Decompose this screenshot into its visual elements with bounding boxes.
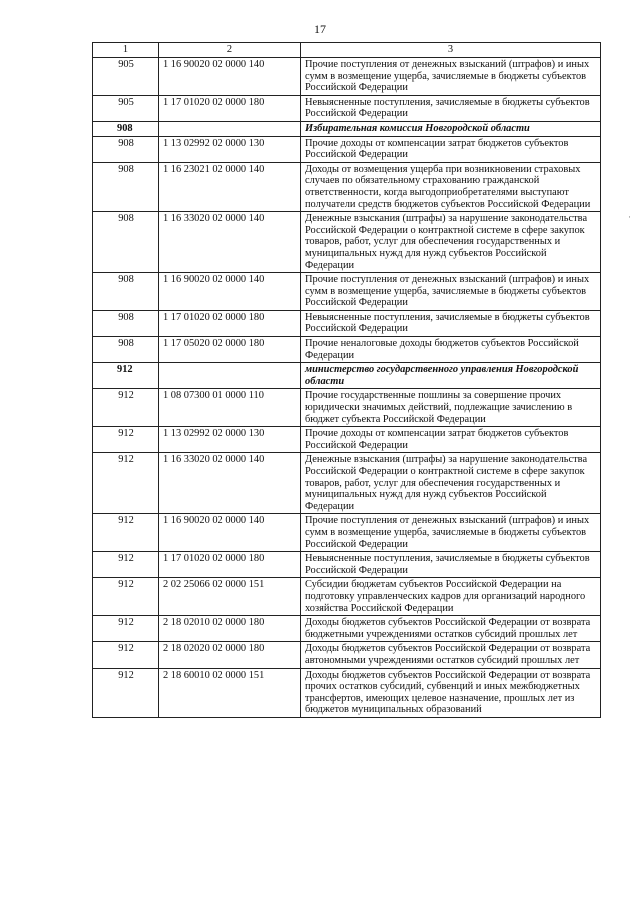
table-row <box>93 389 601 427</box>
budget-classification-code-cell: 1 16 23021 02 0000 140 <box>159 162 301 211</box>
budget-classification-code-cell: 2 18 02020 02 0000 180 <box>159 642 301 668</box>
table-row <box>93 337 601 363</box>
table-row <box>93 616 601 642</box>
admin-code-cell: 912 <box>93 552 159 578</box>
table-header-row <box>93 43 601 58</box>
table-row <box>93 427 601 453</box>
margin-mark: · <box>628 212 631 222</box>
budget-classification-code-cell: 1 13 02992 02 0000 130 <box>159 427 301 453</box>
page-number: 17 <box>314 22 326 36</box>
admin-code-cell: 912 <box>93 427 159 453</box>
budget-classification-code-cell: 1 17 01020 02 0000 180 <box>159 310 301 336</box>
table-row <box>93 212 601 273</box>
admin-code-cell: 908 <box>93 136 159 162</box>
budget-classification-code-cell: 1 13 02992 02 0000 130 <box>159 136 301 162</box>
admin-code-cell: 908 <box>93 212 159 273</box>
revenue-description-cell: Прочие поступления от денежных взысканий (штрафов) и иных сумм в возмещение ущерба, зачисляемые в бюджеты субъектов Российской Федерации <box>301 514 601 552</box>
revenue-description-cell: Денежные взыскания (штрафы) за нарушение законодательства Российской Федерации о контрактной системе в сфере закупок товаров, работ, услуг для обеспечения государственных и муниципальных нужд для нужд субъектов Российской Федерации <box>301 453 601 514</box>
revenue-description-cell: Доходы от возмещения ущерба при возникновении страховых случаев по обязательному страхованию гражданской ответственности, когда выгодоприобретателями выступают получатели средств бюджетов субъектов Российской Федерации <box>301 162 601 211</box>
budget-classification-code-cell: 1 16 33020 02 0000 140 <box>159 212 301 273</box>
admin-code-cell: 912 <box>93 616 159 642</box>
budget-classification-code-cell: 1 16 90020 02 0000 140 <box>159 58 301 96</box>
table-row <box>93 668 601 717</box>
table-row <box>93 162 601 211</box>
column-header-description: 3 <box>301 43 601 58</box>
admin-code-cell: 912 <box>93 389 159 427</box>
budget-classification-code-cell: 2 18 02010 02 0000 180 <box>159 616 301 642</box>
budget-classification-code-cell: 1 17 05020 02 0000 180 <box>159 337 301 363</box>
revenue-description-cell: Прочие государственные пошлины за совершение прочих юридически значимых действий, подлежащие зачислению в бюджет субъекта Российской Федерации <box>301 389 601 427</box>
revenue-description-cell: Прочие доходы от компенсации затрат бюджетов субъектов Российской Федерации <box>301 427 601 453</box>
table-row <box>93 514 601 552</box>
budget-classification-code-cell: 1 16 33020 02 0000 140 <box>159 453 301 514</box>
admin-code-cell: 908 <box>93 310 159 336</box>
budget-classification-code-cell: 2 02 25066 02 0000 151 <box>159 578 301 616</box>
admin-code-cell: 908 <box>93 162 159 211</box>
budget-classification-code-cell: 2 18 60010 02 0000 151 <box>159 668 301 717</box>
admin-code-cell: 912 <box>93 514 159 552</box>
budget-classification-code-cell <box>159 121 301 136</box>
admin-code-cell: 908 <box>93 121 159 136</box>
revenue-description-cell: Доходы бюджетов субъектов Российской Федерации от возврата прочих остатков субсидий, субвенций и иных межбюджетных трансфертов, имеющих целевое назначение, прошлых лет из бюджетов муниципальных образований <box>301 668 601 717</box>
budget-classification-code-cell: 1 16 90020 02 0000 140 <box>159 514 301 552</box>
budget-classification-code-cell: 1 17 01020 02 0000 180 <box>159 95 301 121</box>
revenue-description-cell: Прочие поступления от денежных взысканий (штрафов) и иных сумм в возмещение ущерба, зачисляемые в бюджеты субъектов Российской Федерации <box>301 273 601 311</box>
admin-code-cell: 912 <box>93 578 159 616</box>
revenue-codes-table <box>92 42 601 718</box>
table-row <box>93 136 601 162</box>
admin-code-cell: 912 <box>93 453 159 514</box>
budget-classification-code-cell: 1 17 01020 02 0000 180 <box>159 552 301 578</box>
section-header-row <box>93 363 601 389</box>
admin-code-cell: 905 <box>93 58 159 96</box>
admin-code-cell: 912 <box>93 668 159 717</box>
administrator-name-cell: министерство государственного управления Новгородской области <box>301 363 601 389</box>
column-header-admin: 1 <box>93 43 159 58</box>
table-row <box>93 552 601 578</box>
budget-classification-code-cell <box>159 363 301 389</box>
admin-code-cell: 912 <box>93 363 159 389</box>
table-row <box>93 642 601 668</box>
revenue-description-cell: Прочие неналоговые доходы бюджетов субъектов Российской Федерации <box>301 337 601 363</box>
section-header-row <box>93 121 601 136</box>
revenue-description-cell: Невыясненные поступления, зачисляемые в бюджеты субъектов Российской Федерации <box>301 310 601 336</box>
revenue-description-cell: Прочие поступления от денежных взысканий (штрафов) и иных сумм в возмещение ущерба, зачисляемые в бюджеты субъектов Российской Федерации <box>301 58 601 96</box>
revenue-description-cell: Доходы бюджетов субъектов Российской Федерации от возврата автономными учреждениями остатков субсидий прошлых лет <box>301 642 601 668</box>
revenue-description-cell: Невыясненные поступления, зачисляемые в бюджеты субъектов Российской Федерации <box>301 95 601 121</box>
revenue-description-cell: Прочие доходы от компенсации затрат бюджетов субъектов Российской Федерации <box>301 136 601 162</box>
table-row <box>93 95 601 121</box>
column-header-code: 2 <box>159 43 301 58</box>
revenue-description-cell: Доходы бюджетов субъектов Российской Федерации от возврата бюджетными учреждениями остатков субсидий прошлых лет <box>301 616 601 642</box>
table-row <box>93 578 601 616</box>
table-row <box>93 58 601 96</box>
revenue-description-cell: Субсидии бюджетам субъектов Российской Федерации на подготовку управленческих кадров для организаций народного хозяйства Российской Федерации <box>301 578 601 616</box>
budget-classification-code-cell: 1 16 90020 02 0000 140 <box>159 273 301 311</box>
admin-code-cell: 908 <box>93 337 159 363</box>
table-row <box>93 273 601 311</box>
admin-code-cell: 908 <box>93 273 159 311</box>
table-row <box>93 453 601 514</box>
administrator-name-cell: Избирательная комиссия Новгородской области <box>301 121 601 136</box>
revenue-description-cell: Денежные взыскания (штрафы) за нарушение законодательства Российской Федерации о контрактной системе в сфере закупок товаров, работ, услуг для обеспечения государственных и муниципальных нужд для нужд субъектов Российской Федерации <box>301 212 601 273</box>
admin-code-cell: 905 <box>93 95 159 121</box>
budget-classification-code-cell: 1 08 07300 01 0000 110 <box>159 389 301 427</box>
table-row <box>93 310 601 336</box>
revenue-description-cell: Невыясненные поступления, зачисляемые в бюджеты субъектов Российской Федерации <box>301 552 601 578</box>
admin-code-cell: 912 <box>93 642 159 668</box>
